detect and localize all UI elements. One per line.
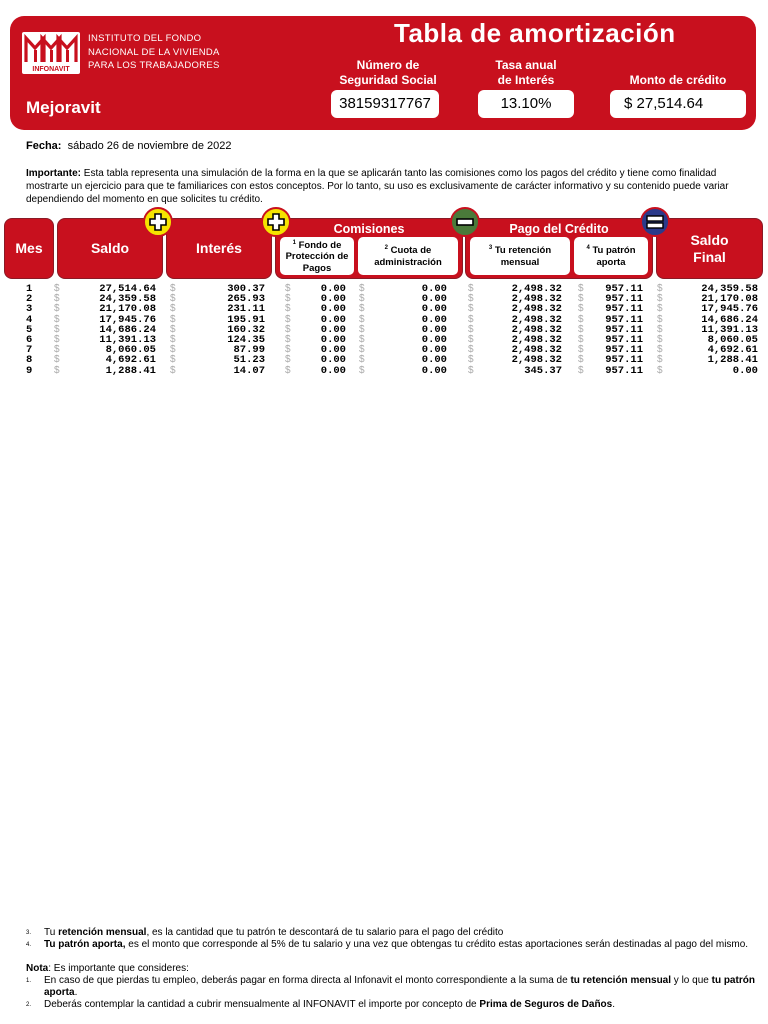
footnote-bold: Prima de Seguros de Daños (479, 999, 613, 1010)
cell-saldo: 17,945.76 (99, 313, 156, 326)
currency-sign: $ (468, 344, 474, 356)
footnote-marker: 2 (384, 245, 389, 252)
currency-sign: $ (468, 283, 474, 294)
currency-sign: $ (578, 303, 584, 315)
cell-saldo: 14,686.24 (99, 323, 156, 336)
col-header-retencion (470, 237, 570, 275)
footnote-marker: 4. (26, 942, 32, 948)
currency-sign: $ (657, 313, 663, 325)
currency-sign: $ (359, 303, 365, 315)
col-header-interes: Interés (167, 219, 271, 278)
cell-cuota: 0.00 (421, 344, 447, 357)
cell-mes: 4 (26, 313, 33, 326)
currency-sign: $ (468, 303, 474, 315)
cell-patron: 957.11 (605, 364, 643, 377)
currency-sign: $ (657, 283, 663, 294)
institute-name (88, 32, 220, 73)
fondo-line: Fondo de (298, 239, 342, 251)
cell-retencion: 2,498.32 (511, 344, 562, 357)
currency-sign: $ (54, 313, 60, 325)
currency-sign: $ (285, 364, 291, 376)
currency-sign: $ (657, 364, 663, 376)
important-label: Importante: (26, 168, 81, 179)
currency-sign: $ (170, 303, 176, 315)
institute-line: NACIONAL DE LA VIVIENDA (88, 46, 220, 58)
cell-interes: 51.23 (233, 354, 265, 367)
cell-retencion: 2,498.32 (511, 303, 562, 316)
currency-sign: $ (359, 283, 365, 294)
credit-label: Monto de crédito (629, 73, 727, 87)
cell-saldo-final: 24,359.58 (701, 283, 758, 295)
cell-saldo: 27,514.64 (99, 283, 156, 295)
currency-sign: $ (54, 364, 60, 376)
cell-mes: 3 (26, 303, 33, 316)
cell-cuota: 0.00 (421, 293, 447, 306)
currency-sign: $ (657, 303, 663, 315)
table-row (0, 355, 768, 365)
footnote-3 (26, 927, 756, 939)
nss-label (328, 58, 448, 88)
cell-interes: 160.32 (227, 323, 265, 336)
cell-retencion: 2,498.32 (511, 313, 562, 326)
cell-interes: 300.37 (227, 283, 265, 295)
cell-saldo: 11,391.13 (99, 333, 156, 346)
cell-saldo-final: 17,945.76 (701, 303, 758, 316)
currency-sign: $ (285, 283, 291, 294)
currency-sign: $ (359, 354, 365, 366)
nota-item-2 (26, 999, 756, 1011)
patron-line: Tu patrón (592, 245, 636, 257)
retencion-line: Tu retención (494, 245, 552, 257)
cell-cuota: 0.00 (421, 333, 447, 346)
footnote-bold: tu retención mensual (570, 975, 672, 986)
col-header-cuota (358, 237, 458, 275)
footnote-marker: 1. (26, 978, 32, 984)
currency-sign: $ (468, 354, 474, 366)
retencion-line: mensual (500, 257, 540, 269)
cell-saldo: 21,170.08 (99, 303, 156, 316)
footnote-marker: 1 (292, 239, 296, 246)
currency-sign: $ (468, 313, 474, 325)
cell-saldo: 1,288.41 (105, 364, 156, 377)
cell-saldo: 8,060.05 (105, 344, 156, 357)
cell-saldo-final: 8,060.05 (707, 333, 758, 346)
currency-sign: $ (468, 333, 474, 345)
currency-sign: $ (578, 313, 584, 325)
currency-sign: $ (285, 354, 291, 366)
col-header-patron (574, 237, 648, 275)
currency-sign: $ (170, 344, 176, 356)
footnote-text: es el monto que corresponde al 5% de tu salario y una vez que obtengas tu crédito estas aportaciones serán destinadas al pago del mismo. (125, 939, 749, 950)
rate-label-line: de Interés (497, 73, 555, 87)
currency-sign: $ (285, 333, 291, 345)
page-title: Tabla de amortización (394, 18, 676, 48)
nota-label: Nota (26, 963, 49, 974)
cell-retencion: 2,498.32 (511, 293, 562, 306)
currency-sign: $ (285, 303, 291, 315)
currency-sign: $ (578, 323, 584, 335)
currency-sign: $ (359, 313, 365, 325)
cell-interes: 231.11 (227, 303, 265, 316)
cell-interes: 14.07 (233, 364, 265, 377)
currency-sign: $ (170, 283, 176, 294)
cell-saldo-final: 1,288.41 (707, 354, 758, 367)
currency-sign: $ (657, 344, 663, 356)
cell-fondo: 0.00 (320, 344, 346, 357)
minus-icon (450, 207, 480, 237)
cuota-line: Cuota de (390, 245, 432, 257)
comisiones-title: Comisiones (333, 222, 405, 236)
cell-retencion: 345.37 (524, 364, 562, 377)
rate-label-line: Tasa anual (495, 58, 557, 72)
rate-label (476, 58, 576, 88)
footnote-marker: 3 (488, 245, 493, 252)
footnote-bold: Tu patrón aporta, (44, 939, 126, 950)
currency-sign: $ (657, 333, 663, 345)
cell-saldo-final: 4,692.61 (707, 344, 758, 357)
currency-sign: $ (578, 344, 584, 356)
date-label: Fecha: (26, 140, 62, 152)
cell-mes: 8 (26, 354, 33, 367)
currency-sign: $ (359, 344, 365, 356)
cell-saldo-final: 0.00 (732, 364, 758, 377)
footnote-text: Deberás contemplar la cantidad a cubrir mensualmente al INFONAVIT el importe por concepto de (44, 999, 480, 1010)
cell-mes: 7 (26, 344, 33, 357)
cell-retencion: 2,498.32 (511, 354, 562, 367)
important-text: Esta tabla representa una simulación de la forma en la que se aplicarán tanto las comisiones como los pagos del crédito y tiene como finalidad mostrarte un ejercicio para que te familiarices con estos conceptos. Por lo tanto, su uso es exclusivamente de carácter informativo y su contenido puede variar dependiendo del momento en que solicites tu crédito. (26, 168, 729, 205)
currency-sign: $ (54, 323, 60, 335)
cell-interes: 87.99 (233, 344, 265, 357)
cell-cuota: 0.00 (421, 303, 447, 316)
currency-sign: $ (657, 323, 663, 335)
cell-fondo: 0.00 (320, 313, 346, 326)
currency-sign: $ (285, 313, 291, 325)
currency-sign: $ (170, 293, 176, 305)
equals-icon (640, 207, 670, 237)
cell-mes: 6 (26, 333, 33, 346)
cell-mes: 2 (26, 293, 33, 306)
institute-line: INSTITUTO DEL FONDO (88, 33, 202, 44)
cell-patron: 957.11 (605, 344, 643, 357)
cell-saldo: 4,692.61 (105, 354, 156, 367)
footnote-marker: 3. (26, 930, 32, 936)
saldo-final-line: Saldo (690, 231, 729, 248)
currency-sign: $ (54, 303, 60, 315)
cell-fondo: 0.00 (320, 354, 346, 367)
pago-title: Pago del Crédito (509, 222, 609, 236)
footnote-text: . (74, 987, 78, 998)
cell-patron: 957.11 (605, 293, 643, 306)
currency-sign: $ (468, 323, 474, 335)
currency-sign: $ (578, 354, 584, 366)
currency-sign: $ (170, 364, 176, 376)
currency-sign: $ (170, 313, 176, 325)
footnote-text: Tu (44, 927, 59, 938)
currency-sign: $ (170, 323, 176, 335)
rate-field: 13.10% (478, 90, 574, 118)
cell-saldo-final: 11,391.13 (701, 323, 758, 336)
col-group-pago (466, 219, 652, 278)
cell-saldo-final: 21,170.08 (701, 293, 758, 306)
col-header-mes: Mes (5, 219, 53, 278)
program-name: Mejoravit (26, 98, 101, 117)
currency-sign: $ (285, 293, 291, 305)
table-row (0, 366, 768, 376)
cell-patron: 957.11 (605, 333, 643, 346)
cell-fondo: 0.00 (320, 283, 346, 295)
currency-sign: $ (657, 354, 663, 366)
currency-sign: $ (54, 293, 60, 305)
logo-wordmark: INFONAVIT (32, 66, 70, 73)
currency-sign: $ (170, 354, 176, 366)
footnote-marker: 2. (26, 1002, 32, 1008)
currency-sign: $ (359, 333, 365, 345)
nota-text: : Es importante que consideres: (48, 963, 189, 974)
currency-sign: $ (170, 333, 176, 345)
currency-sign: $ (285, 323, 291, 335)
currency-sign: $ (468, 293, 474, 305)
currency-sign: $ (468, 364, 474, 376)
currency-sign: $ (54, 344, 60, 356)
cell-patron: 957.11 (605, 313, 643, 326)
col-header-fondo (280, 237, 354, 275)
nss-label-line: Número de (356, 58, 420, 72)
plus-icon (261, 207, 291, 237)
footnote-text: y lo que (671, 975, 712, 986)
institute-line: PARA LOS TRABAJADORES (88, 60, 220, 71)
amortization-table-body (0, 284, 768, 376)
cell-retencion: 2,498.32 (511, 323, 562, 336)
nota-heading (26, 963, 756, 975)
fondo-line: Protección de (285, 251, 349, 263)
col-group-comisiones (276, 219, 462, 278)
nss-label-line: Seguridad Social (339, 73, 437, 87)
currency-sign: $ (578, 293, 584, 305)
cell-fondo: 0.00 (320, 333, 346, 346)
cell-fondo: 0.00 (320, 293, 346, 306)
date-line (26, 140, 232, 152)
cell-cuota: 0.00 (421, 364, 447, 377)
cell-patron: 957.11 (605, 283, 643, 295)
currency-sign: $ (54, 354, 60, 366)
date-value: sábado 26 de noviembre de 2022 (67, 140, 232, 152)
patron-line: aporta (596, 257, 626, 269)
currency-sign: $ (54, 283, 60, 294)
cell-patron: 957.11 (605, 303, 643, 316)
cell-interes: 265.93 (227, 293, 265, 306)
currency-sign: $ (54, 333, 60, 345)
footnote-bold: retención mensual (58, 927, 147, 938)
currency-sign: $ (359, 293, 365, 305)
footnote-marker: 4 (586, 245, 590, 252)
cell-cuota: 0.00 (421, 313, 447, 326)
cell-interes: 124.35 (227, 333, 265, 346)
col-header-saldo: Saldo (58, 219, 162, 278)
cell-fondo: 0.00 (320, 303, 346, 316)
currency-sign: $ (578, 333, 584, 345)
col-header-saldo-final (657, 219, 762, 278)
infonavit-logo (22, 32, 80, 74)
currency-sign: $ (578, 364, 584, 376)
footnote-text: . (612, 999, 616, 1010)
currency-sign: $ (285, 344, 291, 356)
cell-mes: 9 (26, 364, 33, 377)
cell-mes: 5 (26, 323, 33, 336)
saldo-final-line: Final (693, 248, 726, 265)
cell-mes: 1 (26, 283, 33, 295)
nota-item-1 (26, 975, 756, 999)
cell-cuota: 0.00 (421, 323, 447, 336)
currency-sign: $ (359, 364, 365, 376)
cell-retencion: 2,498.32 (511, 333, 562, 346)
cell-retencion: 2,498.32 (511, 283, 562, 295)
currency-sign: $ (359, 323, 365, 335)
cell-interes: 195.91 (227, 313, 265, 326)
nss-field: 38159317767 (331, 90, 439, 118)
cell-fondo: 0.00 (320, 323, 346, 336)
cell-patron: 957.11 (605, 354, 643, 367)
currency-sign: $ (578, 283, 584, 294)
footnote-bold: tu patrón aporta (44, 975, 755, 998)
footnote-text: , es la cantidad que tu patrón te descontará de tu salario para el pago del crédito (146, 927, 504, 938)
cell-cuota: 0.00 (421, 354, 447, 367)
fondo-line: Pagos (302, 262, 332, 274)
cuota-line: administración (374, 257, 442, 269)
cell-patron: 957.11 (605, 323, 643, 336)
currency-sign: $ (657, 293, 663, 305)
footnote-4 (26, 939, 756, 951)
footnote-text: En caso de que pierdas tu empleo, deberás pagar en forma directa al Infonavit el monto correspondiente a la suma de (44, 975, 571, 986)
plus-icon (143, 207, 173, 237)
important-notice (26, 167, 746, 206)
header-banner (10, 16, 756, 130)
cell-fondo: 0.00 (320, 364, 346, 377)
cell-saldo-final: 14,686.24 (701, 313, 758, 326)
credit-field: $ 27,514.64 (610, 90, 746, 118)
cell-saldo: 24,359.58 (99, 293, 156, 306)
cell-cuota: 0.00 (421, 283, 447, 295)
